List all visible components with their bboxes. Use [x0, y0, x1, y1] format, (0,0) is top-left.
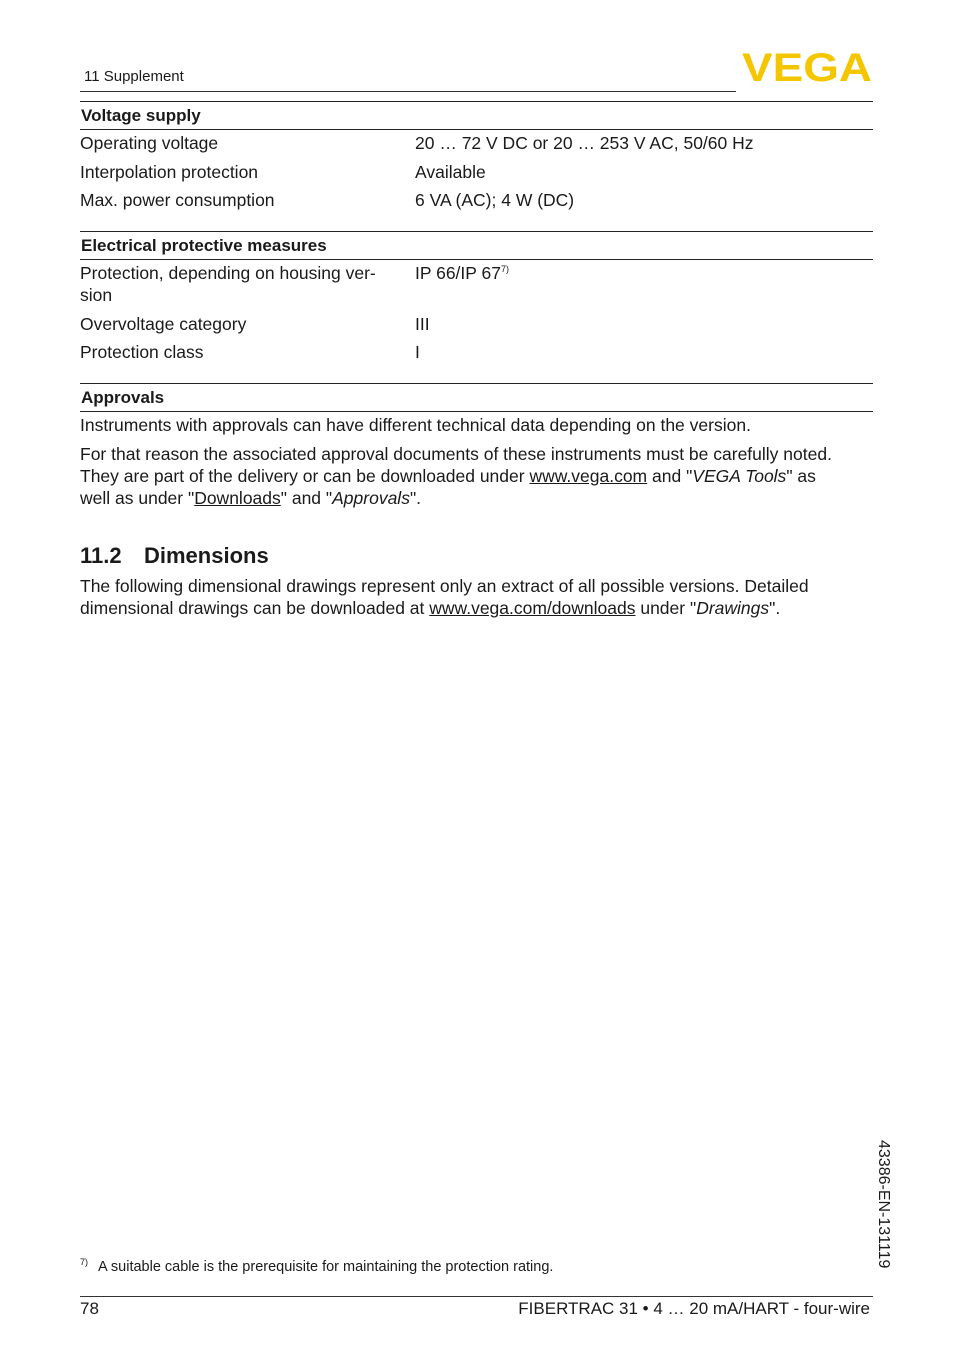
para-line: The following dimensional drawings represent only an extract of all possible versions. Detailed [80, 576, 809, 596]
text-run: under " [635, 598, 697, 618]
vega-logo [742, 50, 872, 84]
text-run: ". [409, 488, 422, 508]
section-rule-top [80, 231, 873, 232]
text-run: dimensional drawings can be downloaded at [80, 598, 430, 618]
interpolation-protection-label: Interpolation protection [80, 162, 259, 182]
protection-housing-label [80, 262, 400, 306]
overvoltage-category-value: III [415, 314, 430, 334]
document-code-vertical [870, 1140, 900, 1290]
section-rule-bottom [80, 411, 873, 412]
dimensions-heading [80, 543, 269, 569]
downloads-link[interactable]: Downloads [194, 488, 281, 508]
protection-class-value: I [415, 342, 420, 362]
para-line: For that reason the associated approval documents of these instruments must be carefully noted. [80, 444, 832, 464]
section-number: 11.2 [80, 543, 122, 568]
vega-website-link[interactable]: www.vega.com [529, 466, 648, 486]
section-rule-top [80, 383, 873, 384]
header-divider [80, 91, 736, 92]
protection-rating-text: IP 66/IP 67 [415, 263, 501, 283]
text-run: They are part of the delivery or can be downloaded under [80, 466, 530, 486]
section-rule-top [80, 101, 873, 102]
dimensions-paragraph [80, 575, 870, 619]
interpolation-protection-value: Available [415, 162, 486, 182]
approvals-italic: Approvals [332, 488, 410, 508]
text-run: and " [647, 466, 693, 486]
protection-housing-label-line2: sion [80, 285, 113, 305]
document-code: 43386-EN-131119 [875, 1140, 892, 1269]
electrical-protective-heading: Electrical protective measures [81, 236, 327, 255]
vega-tools-italic: VEGA Tools [692, 466, 787, 486]
operating-voltage-value: 20 … 72 V DC or 20 … 253 V AC, 50/60 Hz [415, 133, 754, 153]
footnote-text: A suitable cable is the prerequisite for maintaining the protection rating. [98, 1258, 554, 1275]
operating-voltage-label: Operating voltage [80, 133, 219, 153]
approvals-heading: Approvals [81, 388, 165, 407]
section-rule-bottom [80, 129, 873, 130]
section-title: Dimensions [144, 543, 269, 568]
approvals-paragraph-1: Instruments with approvals can have different technical data depending on the version. [80, 415, 751, 435]
protection-housing-value [415, 262, 509, 284]
protection-class-label: Protection class [80, 342, 204, 362]
para-line [80, 487, 870, 509]
voltage-supply-heading: Voltage supply [81, 106, 201, 125]
text-run: " as [786, 466, 816, 486]
footnote-mark: 7) [80, 1257, 89, 1267]
text-run: well as under " [80, 488, 195, 508]
vega-logo-text: VEGA [742, 50, 872, 84]
protection-housing-label-line1: Protection, depending on housing ver- [80, 263, 376, 283]
page-number: 78 [80, 1299, 99, 1318]
max-power-label: Max. power consumption [80, 190, 275, 210]
header-section-label: 11 Supplement [84, 68, 184, 85]
text-run: ". [769, 598, 781, 618]
footnote-ref: 7) [500, 264, 509, 275]
approvals-paragraph-2 [80, 443, 870, 509]
footer-product-title: FIBERTRAC 31 • 4 … 20 mA/HART - four-wire [518, 1299, 870, 1318]
drawings-italic: Drawings [696, 598, 770, 618]
para-line [80, 465, 870, 487]
overvoltage-category-label: Overvoltage category [80, 314, 247, 334]
max-power-value: 6 VA (AC); 4 W (DC) [415, 190, 575, 210]
footer-divider [80, 1296, 873, 1297]
footnote [80, 1257, 553, 1275]
vega-downloads-link[interactable]: www.vega.com/downloads [429, 598, 636, 618]
para-line [80, 597, 870, 619]
text-run: " and " [280, 488, 333, 508]
section-rule-bottom [80, 259, 873, 260]
